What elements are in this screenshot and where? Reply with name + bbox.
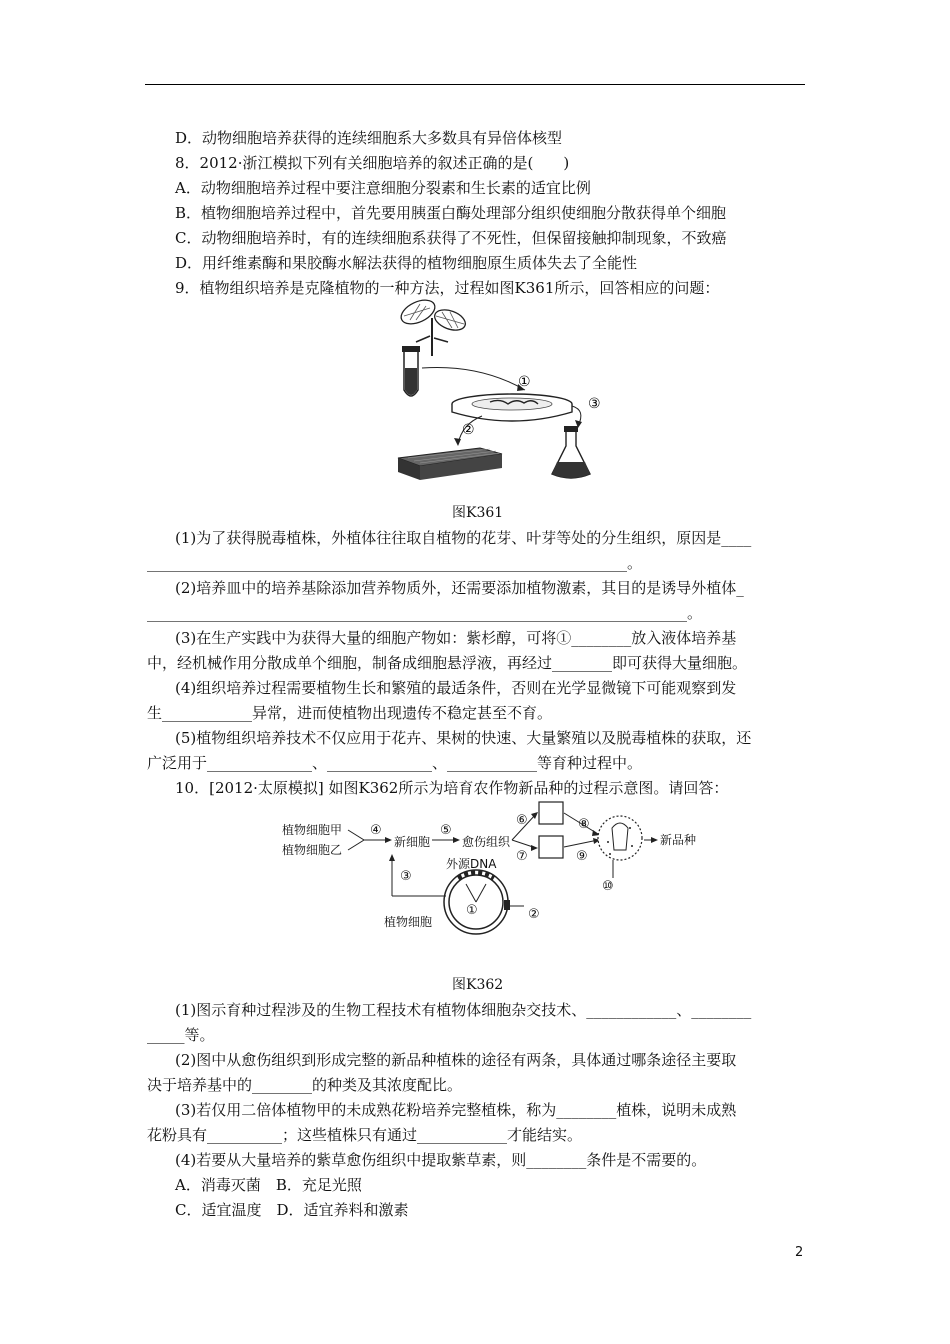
q10-options-ab: A．消毒灭菌 B．充足光照 <box>175 1176 362 1194</box>
figure-k361-label-1: ① <box>518 374 531 390</box>
figure-k361-label-3: ③ <box>588 396 601 412</box>
label-step-8: ⑧ <box>578 817 590 832</box>
figure-k361-label-2: ② <box>462 422 475 438</box>
label-plant-cell-a: 植物细胞甲 <box>282 823 343 837</box>
q10-part1: (1)图示育种过程涉及的生物工程技术有植物体细胞杂交技术、____________、________ <box>175 1001 752 1019</box>
q9-stem: 9．植物组织培养是克隆植物的一种方法，过程如图K361所示，回答相应的问题： <box>175 279 720 297</box>
label-plant-cell: 植物细胞 <box>384 915 433 929</box>
figure-k361 <box>390 298 620 488</box>
q9-part2: (2)培养皿中的培养基除添加营养物质外，还需要添加植物激素，其目的是诱导外植体_ <box>175 579 744 597</box>
label-step-1: ① <box>466 903 478 918</box>
q9-part5-cont: 广泛用于______________、______________、____________等育种过程中。 <box>147 754 643 772</box>
q10-options-cd: C．适宜温度 D．适宜养料和激素 <box>175 1201 409 1219</box>
q10-part2-cont: 决于培养基中的________的种类及其浓度配比。 <box>147 1076 463 1094</box>
q10-part2: (2)图中从愈伤组织到形成完整的新品种植株的途径有两条，具体通过哪条途径主要取 <box>175 1051 737 1069</box>
q10-part1-cont: _____等。 <box>147 1026 215 1044</box>
q9-part1-blank: ________________________________________________________________。 <box>147 554 643 572</box>
q9-part5: (5)植物组织培养技术不仅应用于花卉、果树的快速、大量繁殖以及脱毒植株的获取，还 <box>175 729 752 747</box>
q7-option-d: D．动物细胞培养获得的连续细胞系大多数具有异倍体核型 <box>175 129 563 147</box>
q10-part3: (3)若仅用二倍体植物甲的未成熟花粉培养完整植株，称为________植株，说明未成熟 <box>175 1101 737 1119</box>
figure-k362-caption: 图K362 <box>452 977 504 993</box>
label-step-2: ② <box>528 907 540 922</box>
q8-option-a: A．动物细胞培养过程中要注意细胞分裂素和生长素的适宜比例 <box>175 179 591 197</box>
figure-k361-caption: 图K361 <box>452 505 504 521</box>
q10-part4: (4)若要从大量培养的紫草愈伤组织中提取紫草素，则________条件是不需要的。 <box>175 1151 707 1169</box>
label-step-6: ⑥ <box>516 813 528 828</box>
label-step-5: ⑤ <box>440 823 452 838</box>
q10-part3-cont: 花粉具有__________；这些植株只有通过____________才能结实。 <box>147 1126 583 1144</box>
q9-part4-cont: 生____________异常，进而使植物出现遗传不稳定甚至不育。 <box>147 704 553 722</box>
label-plant-cell-b: 植物细胞乙 <box>282 843 343 857</box>
q9-part3: (3)在生产实践中为获得大量的细胞产物如：紫杉醇，可将①________放入液体培养基 <box>175 629 737 647</box>
label-step-7: ⑦ <box>516 849 528 864</box>
label-foreign-dna: 外源DNA <box>446 857 497 871</box>
label-new-variety: 新品种 <box>660 833 697 847</box>
label-step-10: ⑩ <box>602 879 614 894</box>
q8-option-b: B．植物细胞培养过程中，首先要用胰蛋白酶处理部分组织使细胞分散获得单个细胞 <box>175 204 727 222</box>
q9-part4: (4)组织培养过程需要植物生长和繁殖的最适条件，否则在光学显微镜下可能观察到发 <box>175 679 737 697</box>
label-step-9: ⑨ <box>576 849 588 864</box>
q8-option-c: C．动物细胞培养时，有的连续细胞系获得了不死性，但保留接触抑制现象，不致癌 <box>175 229 727 247</box>
label-callus: 愈伤组织 <box>462 835 511 849</box>
label-step-4: ④ <box>370 823 382 838</box>
figure-k362 <box>280 798 720 946</box>
label-step-3: ③ <box>400 869 412 884</box>
q8-stem: 8．2012·浙江模拟下列有关细胞培养的叙述正确的是( ) <box>175 154 570 172</box>
label-new-cell: 新细胞 <box>394 835 431 849</box>
q9-part2-blank: ________________________________________________________________________。 <box>147 604 703 622</box>
q10-stem: 10．[2012·太原模拟] 如图K362所示为培育农作物新品种的过程示意图。请回答： <box>175 779 729 797</box>
header-rule <box>145 84 805 85</box>
page-number: 2 <box>795 1245 804 1260</box>
q9-part1: (1)为了获得脱毒植株，外植体往往取自植物的花芽、叶芽等处的分生组织，原因是____ <box>175 529 752 547</box>
q8-option-d: D．用纤维素酶和果胶酶水解法获得的植物细胞原生质体失去了全能性 <box>175 254 638 272</box>
q9-part3-cont: 中，经机械作用分散成单个细胞，制备成细胞悬浮液，再经过________即可获得大量细胞。 <box>147 654 748 672</box>
